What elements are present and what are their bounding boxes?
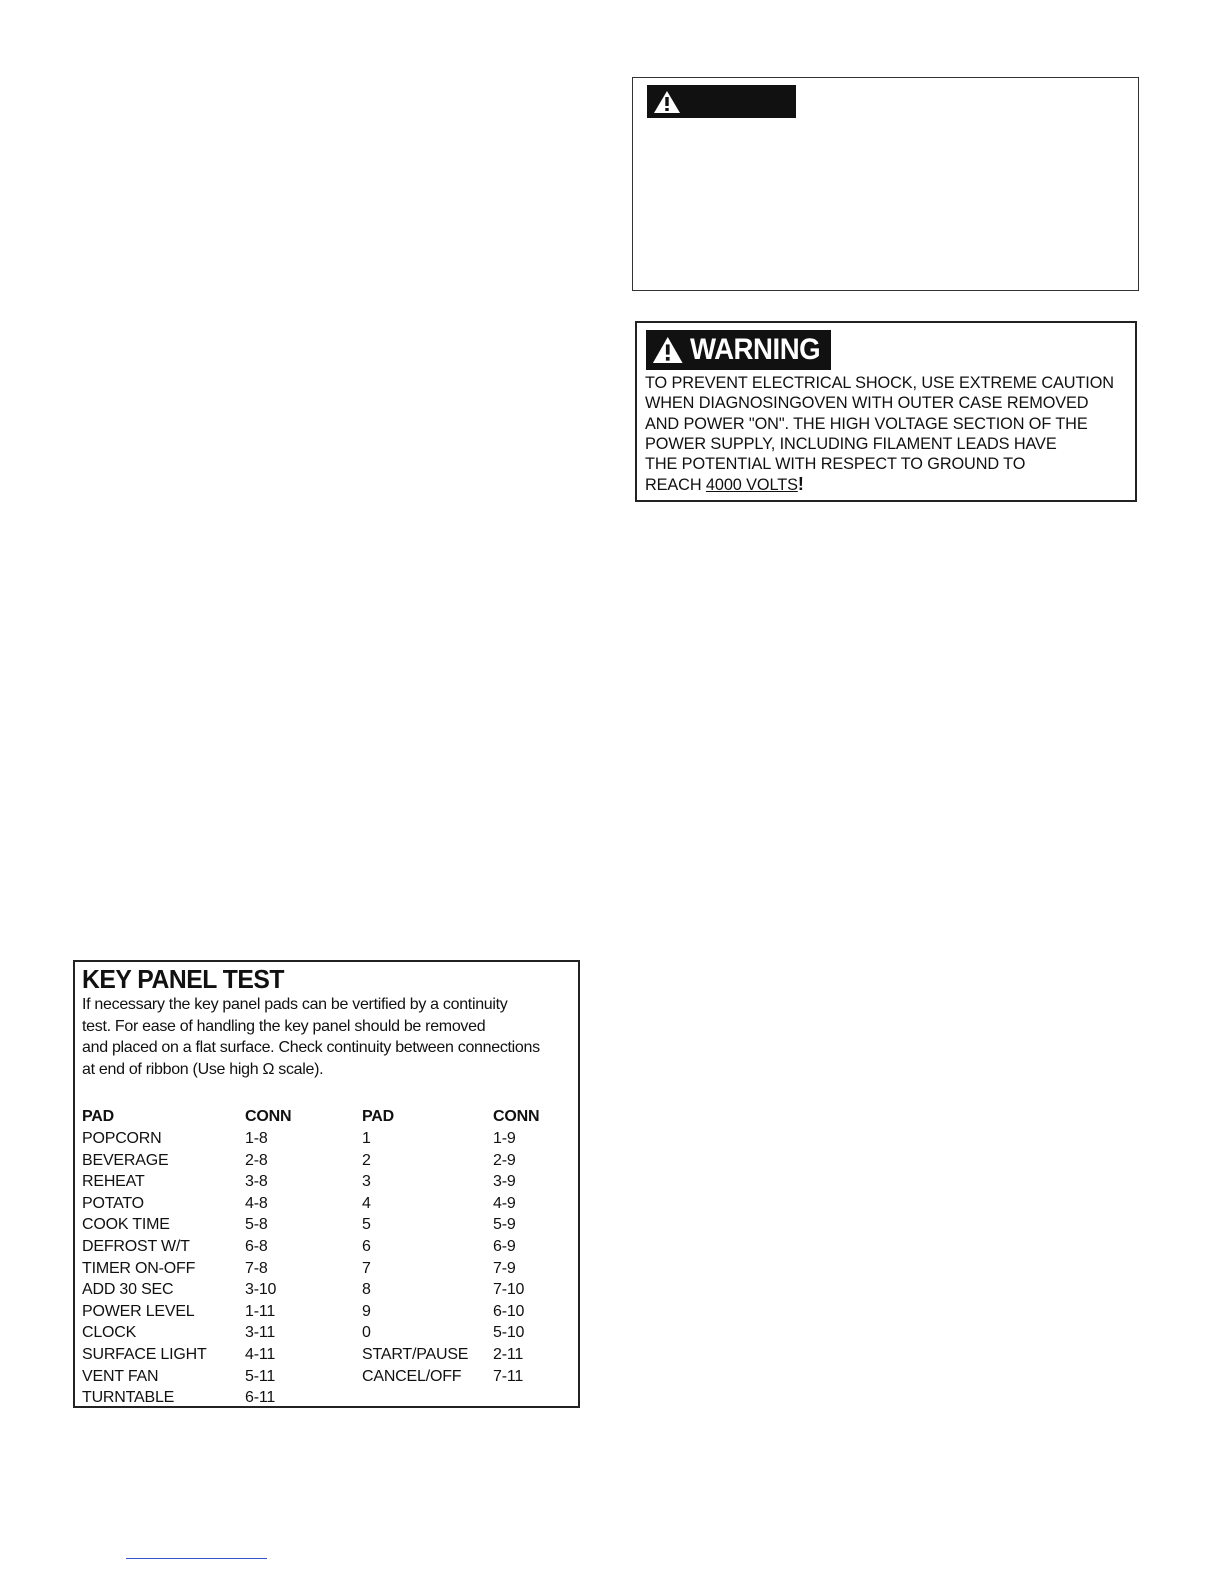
conn-cell: 4-9 [493,1194,516,1212]
pad-cell: CLOCK [82,1324,137,1342]
pad-cell: POPCORN [82,1130,162,1147]
table-row [82,1128,563,1150]
conn-cell: 2-11 [493,1345,524,1363]
pad-cell [362,1387,493,1409]
conn-cell: 5-9 [493,1216,516,1234]
pad-cell: CANCEL/OFF [362,1367,462,1385]
key-panel-test-box [73,960,580,1408]
conn-cell: 5-10 [493,1324,525,1342]
column-header: PAD [362,1108,394,1125]
pad-cell: 2 [362,1151,371,1169]
column-header: CONN [245,1108,292,1125]
table-row [82,1387,563,1409]
warning-line: THE POTENTIAL WITH RESPECT TO GROUND TO [645,455,1026,474]
column-header: PAD [82,1108,114,1125]
conn-cell: 7-10 [493,1281,525,1299]
pad-cell: 5 [362,1216,371,1234]
description-line: If necessary the key panel pads can be vertified by a continuity [82,996,508,1013]
conn-cell: 3-11 [245,1324,276,1342]
conn-cell: 6-10 [493,1302,525,1320]
key-panel-test-description [82,994,582,1080]
pad-cell: DEFROST W/T [82,1237,190,1255]
pad-cell: TIMER ON-OFF [82,1259,196,1277]
warning-box [635,321,1137,502]
pad-cell: VENT FAN [82,1367,159,1385]
description-line: and placed on a flat surface. Check continuity between connections [82,1039,540,1057]
conn-cell: 3-8 [245,1173,268,1191]
description-line: test. For ease of handling the key panel should be removed [82,1017,486,1035]
pad-cell: POWER LEVEL [82,1302,195,1320]
table-row [82,1301,563,1323]
column-header: CONN [493,1108,540,1125]
conn-cell: 6-9 [493,1237,516,1255]
warning-line: TO PREVENT ELECTRICAL SHOCK, USE EXTREME CAUTION [645,374,1114,392]
pad-cell: 8 [362,1281,371,1299]
pad-cell: 0 [362,1324,371,1342]
conn-cell: 6-8 [245,1237,268,1255]
conn-cell: 3-9 [493,1173,516,1191]
pad-cell: COOK TIME [82,1216,170,1234]
conn-cell: 5-8 [245,1216,268,1234]
table-row [82,1214,563,1236]
conn-cell: 2-9 [493,1151,516,1169]
pad-cell: BEVERAGE [82,1151,169,1169]
table-body [82,1128,563,1409]
warning-line: WHEN DIAGNOSINGOVEN WITH OUTER CASE REMOVED [645,394,1089,413]
table-row [82,1171,563,1193]
pad-cell: 9 [362,1302,371,1320]
conn-cell: 7-8 [245,1259,268,1277]
table-row [82,1366,563,1388]
warning-header [646,330,831,370]
pad-cell: START/PAUSE [362,1345,469,1363]
conn-cell: 1-8 [245,1130,268,1147]
warning-line-prefix: REACH [645,476,706,495]
conn-cell: 7-11 [493,1367,524,1385]
pad-cell: SURFACE LIGHT [82,1345,207,1363]
pad-cell: POTATO [82,1194,144,1212]
conn-cell: 1-11 [245,1302,276,1320]
key-panel-test-title: KEY PANEL TEST [82,964,284,994]
pad-cell: 7 [362,1259,371,1277]
pad-cell: 6 [362,1237,371,1255]
table-row [82,1150,563,1172]
table-row [82,1279,563,1301]
warning-title: WARNING [689,333,820,366]
conn-cell: 3-10 [245,1281,277,1299]
caution-box [632,77,1139,291]
conn-cell: 7-9 [493,1259,516,1277]
pad-cell: 3 [362,1173,371,1191]
pad-cell: 1 [362,1130,371,1147]
table-row [82,1193,563,1215]
table-row [82,1258,563,1280]
conn-cell: 2-8 [245,1151,268,1169]
table-row [82,1322,563,1344]
conn-cell: 4-8 [245,1194,268,1212]
warning-last-line [645,474,1135,495]
conn-cell [493,1387,563,1409]
table-row [82,1236,563,1258]
table-row [82,1344,563,1366]
warning-triangle-icon [652,335,684,365]
warning-line: POWER SUPPLY, INCLUDING FILAMENT LEADS HAVE [645,434,1057,453]
conn-cell: 5-11 [245,1367,276,1385]
warning-text [645,373,1135,496]
table-header-row [82,1105,563,1128]
warning-triangle-icon [653,90,681,114]
pad-cell: REHEAT [82,1173,145,1191]
exclamation-mark: ! [797,474,804,495]
conn-cell: 1-9 [493,1130,516,1147]
voltage-value: 4000 VOLTS [705,476,798,495]
pad-cell: ADD 30 SEC [82,1281,174,1299]
pad-cell: TURNTABLE [82,1389,175,1407]
footer-link-line [126,1558,267,1559]
warning-line: AND POWER "ON". THE HIGH VOLTAGE SECTION OF THE [645,414,1088,433]
caution-header [647,85,796,118]
conn-cell: 6-11 [245,1389,276,1407]
pad-cell: 4 [362,1194,371,1212]
description-line: at end of ribbon (Use high Ω scale). [82,1060,324,1078]
conn-cell: 4-11 [245,1345,276,1363]
key-panel-table [82,1105,563,1409]
